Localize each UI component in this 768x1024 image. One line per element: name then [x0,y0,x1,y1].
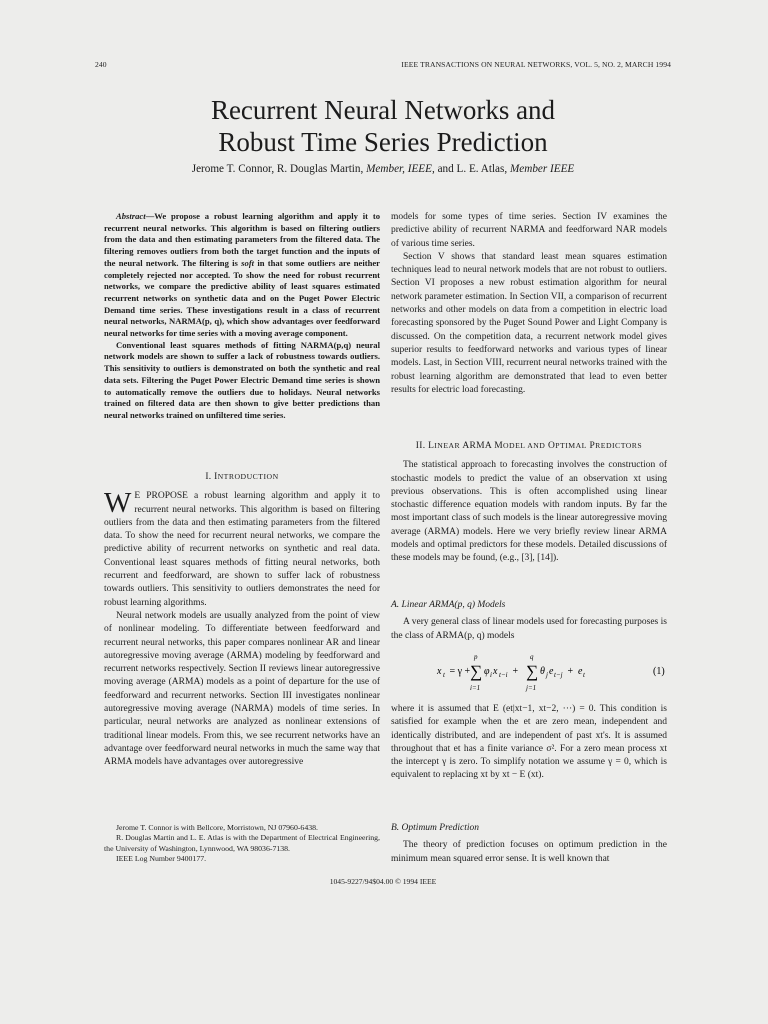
author-names-2: and L. E. Atlas, [437,163,508,175]
subsection-a-heading: A. Linear ARMA(p, q) Models [391,600,506,610]
eq-et: e [578,666,583,677]
eq-plus-2: + [565,666,576,677]
eq-equals: = γ + [447,666,473,677]
eq-sum1-top: p [474,653,478,661]
abstract-paragraph-2: Conventional least squares methods of fitting NARMA(p,q) neural network models are shown to suffer a lack of robustness towards outliers. This sensitivity to outliers is demonstrated on both the synthetic and real data sets. Filtering the Puget Power Electric Demand time series is shown to automatically remove the outliers due to holidays. Neural networks trained on filtered data are then shown to give better predictions than neural networks trained on unfiltered time series. [104,339,380,420]
subsection-a [391,599,667,643]
abstract-dash: — [145,211,155,221]
abstract-soft-word: soft [241,257,255,268]
author-role-1: Member, IEEE, [366,163,435,175]
page-number: 240 [95,60,107,69]
paper-title-line-2: Robust Time Series Prediction [218,127,548,157]
author-line [95,163,671,175]
sum-icon-2: ∑ [526,662,539,681]
subsection-b-paragraph: The theory of prediction focuses on optimum prediction in the minimum mean squared error sense. It is well known that [391,840,667,864]
intro-paragraph-2: Neural network models are usually analyzed from the point of view of nonlinear modeling. To differentiate between feedforward and recurrent neural networks, this paper compares nonlinear AR and linear autoregressive moving average (ARMA) modeling by feedforward and recurrent networks respectively. Section II reviews linear autoregressive moving average (ARMA) models as a point of departure for the use of feedforward and recurrent networks. Section III investigates nonlinear autoregressive moving average (NARMA) models of time series. In particular, neural networks are analyzed as nonlinear extensions of traditional linear models. From this, we see recurrent networks have an advantage over feedforward neural networks in much the same way that ARMA models have advantages over autoregressive [104,610,380,768]
eq-phi: φ [484,666,490,677]
abstract-text-1-end: in that some outliers are neither completely rejected nor accepted. To show the need for robust recurrent networks, we compare the predictive ability of least squares estimated recurrent networks on synthetic data and on the Puget Power Electric Demand time series. These investigations result in a class of recurrent neural networks, NARMA(p, q), which show advantages over feedforward neural networks for time series with a moving average component. [104,257,380,339]
eq-x-sub: t−i [499,671,508,679]
drop-cap: W [104,487,132,520]
abstract-paragraph-1 [104,211,380,340]
intro-paragraph-1: W E PROPOSE a robust learning algorithm and apply it to recurrent neural networks. This algorithm is based on filtering outliers from the data and then estimating parameters from the filtered data. To show the need for recurrent neural networks, we compare the predictive ability of recurrent networks on synthetic and real data. Conventional least squares methods of fitting neural networks, both recurrent and feedforward, are shown to suffer lack of robustness towards outliers. This sensitivity to outliers demonstrates the need for robust learning algorithms. [104,487,380,608]
abstract-text-1: We propose a robust learning algorithm and apply it to recurrent neural networks. This algorithm is based on filtering outliers from the data and then estimating parameters from the filtered data. The filtering removes outliers from both the target function and the inputs of the neural network. The filtering is [104,211,380,268]
footnote-3: IEEE Log Number 9400177. [116,854,207,864]
eq-plus: + [510,666,521,677]
section-2-heading: II. LINEAR ARMA MODEL AND OPTIMAL PREDICTORS [415,441,643,451]
abstract-label: Abstract [116,211,146,221]
section-1-heading: I. INTRODUCTION [205,472,279,482]
subsection-b [391,822,667,866]
footnote-2: R. Douglas Martin and L. E. Atlas is with the Department of Electrical Engineering, the University of Washington, Lynnwood, WA 98036-7138. [104,833,380,853]
right-paragraph-2: Section V shows that standard least mean squares estimation techniques lead to neural network models that are not robust to outliers. Section VI proposes a new robust estimation algorithm for neural network parameter estimation. In Section VII, a comparison of recurrent networks and other models on data from a competition in electric load forecasting sponsored by the Puget Sound Power and Light Company is discussed. On the competition data, a recurrent network model gives superior results to feedforward networks and various types of linear models. Last, in Section VIII, recurrent neural networks trained with the robust learning algorithm are demonstrated that lead to even better results for electric load forecasting. [391,251,667,395]
after-equation [391,703,667,783]
eq-theta-sub: j [546,671,548,679]
author-role-2: Member IEEE [509,163,575,175]
footnotes [104,823,380,865]
equation-number: (1) [653,666,665,677]
copyright-line: 1045-9227/94$04.00 © 1994 IEEE [329,877,437,886]
eq-theta: θ [540,666,545,677]
eq-e-sub: t−j [554,671,563,679]
right-paragraph-1: models for some types of time series. Section IV examines the predictive ability of recurrent NARMA and feedforward NAR models of various time series. [391,212,667,249]
subsection-a-paragraph: A very general class of linear models used for forecasting purposes is the class of ARMA(p, q) models [391,617,667,641]
abstract [104,211,380,422]
after-equation-paragraph: where it is assumed that E (et|xt−1, xt−2, ···) = 0. This condition is satisfied for example when the et are zero mean, independent and identically distributed, and are independent of past xt's. It is assumed throughout that et has a finite variance σ². For a zero mean process xt the intercept γ is zero. To simplify notation we assume γ = 0, which is equivalent to replacing xt by xt − E (xt). [391,704,667,781]
eq-phi-sub: i [490,671,492,679]
eq-sum2-bottom: j=1 [526,684,537,692]
journal-running-head: IEEE TRANSACTIONS ON NEURAL NETWORKS, VOL. 5, NO. 2, MARCH 1994 [401,60,671,69]
eq-lhs-sub: t [443,671,445,679]
eq-sum2-top: q [530,653,534,661]
footnote-1: Jerome T. Connor is with Bellcore, Morristown, NJ 07960-6438. [116,823,318,832]
eq-lhs: x [437,666,442,677]
eq-e: e [549,666,554,677]
right-column-intro [391,211,667,397]
subsection-b-heading: B. Optimum Prediction [391,823,480,833]
section-1 [104,470,380,770]
author-names-1: Jerome T. Connor, R. Douglas Martin, [191,163,364,175]
equation-1 [391,651,667,693]
eq-et-sub: t [583,671,585,679]
eq-sum1-bottom: i=1 [470,684,481,692]
sum-icon: ∑ [470,662,483,681]
eq-x: x [493,666,498,677]
section-2-paragraph: The statistical approach to forecasting involves the construction of stochastic models to predict the value of an observation xt using previous observations. This is often accomplished using linear stochastic difference equation models with random inputs. By far the most important class of such models is the linear autoregressive moving average (ARMA) models. Here we very briefly review linear ARMA models and optimal predictors for these models. Detailed discussions of these models may be found, (e.g., [3], [14]). [391,460,667,564]
paper-title-line-1: Recurrent Neural Networks and [210,95,556,125]
section-2 [391,439,667,566]
